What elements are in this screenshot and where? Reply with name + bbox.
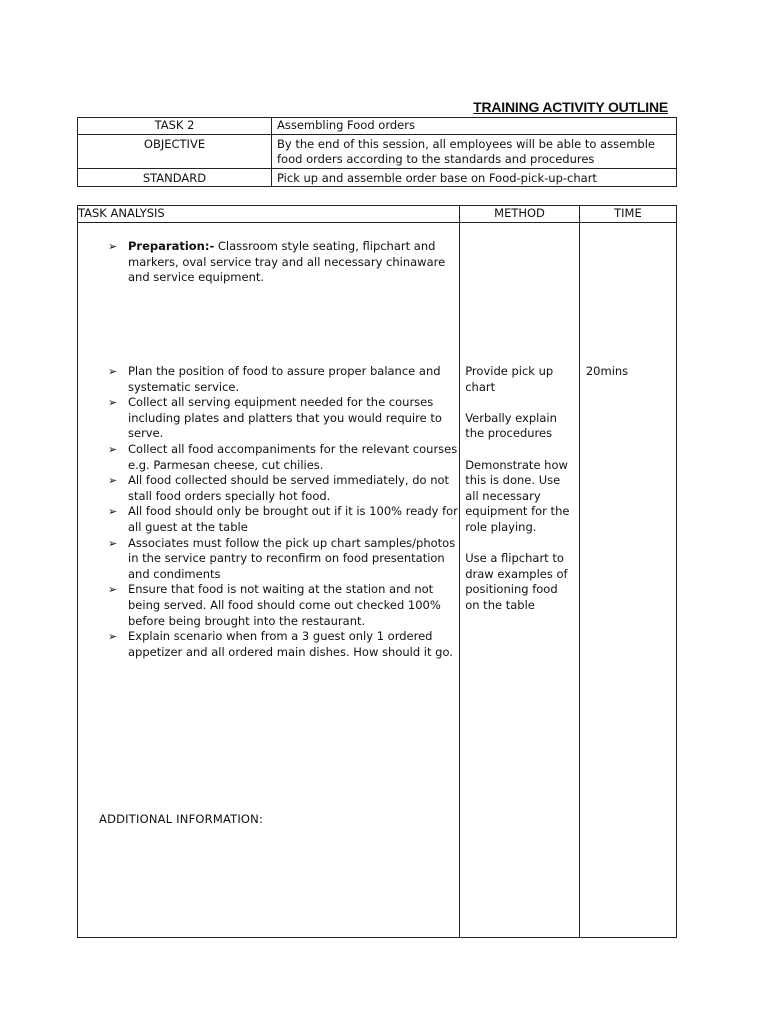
arrow-bullet-icon: ➢: [108, 474, 118, 488]
task-step-item: [108, 582, 460, 629]
task-analysis-cell: [78, 223, 460, 938]
objective-value: By the end of this session, all employees will be able to assemble food orders according to the standards and procedures: [272, 134, 677, 168]
arrow-bullet-icon: ➢: [108, 536, 118, 550]
arrow-bullet-icon: ➢: [108, 442, 118, 456]
task-analysis-header: TASK ANALYSIS: [78, 206, 460, 223]
task-step-item: [108, 364, 460, 395]
preparation-item: [108, 239, 458, 286]
arrow-bullet-icon: ➢: [108, 630, 118, 644]
task-step-item: [108, 504, 460, 535]
task-row: [78, 118, 677, 135]
task-step-text: Explain scenario when from a 3 guest only 1 ordered appetizer and all ordered main dishes. How should it go.: [128, 629, 453, 659]
task-step-text: Collect all serving equipment needed for the courses including plates and platters that you would require to serve.: [128, 395, 442, 441]
task-step-text: Associates must follow the pick up chart samples/photos in the service pantry to reconfirm on food presentation and condiments: [128, 535, 456, 581]
standard-row: [78, 168, 677, 187]
analysis-body-row: [78, 223, 677, 938]
task-label: TASK 2: [78, 118, 272, 135]
analysis-header-row: [78, 206, 677, 223]
task-step-text: All food collected should be served immediately, do not stall food orders specially hot food.: [128, 473, 450, 503]
task-step-item: [108, 395, 460, 442]
method-cell: [460, 223, 580, 938]
objective-label: OBJECTIVE: [78, 134, 272, 168]
preparation-text: Classroom style seating, flipchart and markers, oval service tray and all necessary chinaware and service equipment.: [128, 239, 446, 285]
task-steps-list: [108, 364, 460, 660]
preparation-label: Preparation:-: [128, 239, 215, 253]
additional-information-label: ADDITIONAL INFORMATION:: [99, 812, 264, 826]
task-step-text: Plan the position of food to assure proper balance and systematic service.: [128, 364, 441, 394]
method-item: Use a flipchart to draw examples of positioning food on the table: [465, 551, 568, 612]
arrow-bullet-icon: ➢: [108, 365, 118, 378]
arrow-bullet-icon: ➢: [108, 583, 118, 597]
task-step-text: Collect all food accompaniments for the relevant courses e.g. Parmesan cheese, cut chilies.: [128, 441, 458, 472]
arrow-bullet-icon: ➢: [108, 396, 118, 410]
method-item: Demonstrate how this is done. Use all necessary equipment for the role playing.: [465, 457, 570, 534]
standard-label: STANDARD: [78, 168, 272, 187]
task-analysis-table: [77, 205, 677, 938]
method-header: METHOD: [460, 206, 580, 223]
task-step-item: [108, 629, 460, 660]
time-cell: [579, 223, 676, 938]
task-step-item: [108, 442, 460, 473]
task-step-item: [108, 536, 460, 583]
task-step-text: Ensure that food is not waiting at the station and not being served. All food should come out checked 100% before being brought into the restaurant.: [128, 582, 441, 628]
time-value: 20mins: [585, 364, 629, 378]
task-info-table: [77, 117, 677, 187]
task-step-item: [108, 473, 460, 504]
arrow-bullet-icon: ➢: [108, 240, 118, 253]
objective-row: [78, 134, 677, 168]
time-header: TIME: [579, 206, 676, 223]
arrow-bullet-icon: ➢: [108, 505, 118, 519]
method-item: Provide pick up chart: [465, 364, 554, 394]
preparation-list: [108, 239, 458, 286]
task-step-text: All food should only be brought out if it is 100% ready for all guest at the table: [128, 504, 458, 534]
task-value: Assembling Food orders: [272, 118, 677, 135]
standard-value: Pick up and assemble order base on Food-pick-up-chart: [272, 168, 677, 187]
method-item: Verbally explain the procedures: [465, 410, 557, 441]
document-title: TRAINING ACTIVITY OUTLINE: [473, 99, 668, 115]
